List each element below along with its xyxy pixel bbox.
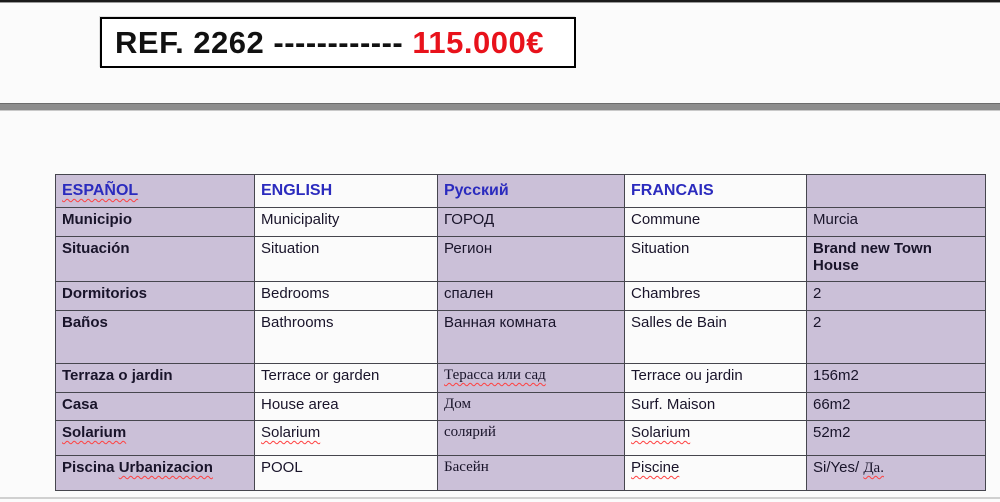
top-border-line <box>0 0 1000 3</box>
cell-es-solarium: Solarium <box>56 421 255 456</box>
row-municipio <box>56 208 986 237</box>
cell-ru-spalen: спален <box>438 282 625 311</box>
row-banos <box>56 311 986 364</box>
cell-ru-region: Регион <box>438 237 625 282</box>
price-value: 115.000€ <box>412 24 544 60</box>
cell-es-situacion: Situación <box>56 237 255 282</box>
header-russian: Русский <box>438 175 625 208</box>
cell-en-bedrooms: Bedrooms <box>255 282 438 311</box>
header-francais: FRANCAIS <box>625 175 807 208</box>
bottom-border-line <box>0 497 1000 499</box>
cell-ru-vannaya: Ванная комната <box>438 311 625 364</box>
cell-ru-gorod: ГОРОД <box>438 208 625 237</box>
cell-value-pool <box>807 456 986 491</box>
cell-fr-commune: Commune <box>625 208 807 237</box>
ref-number: REF. 2262 ------------ <box>115 24 413 60</box>
header-english: ENGLISH <box>255 175 438 208</box>
cell-en-pool: POOL <box>255 456 438 491</box>
row-piscina <box>56 456 986 491</box>
cell-fr-situation: Situation <box>625 237 807 282</box>
header-espanol: ESPAÑOL <box>56 175 255 208</box>
cell-ru-terassa: Терасса или сад <box>438 364 625 393</box>
cell-fr-chambres: Chambres <box>625 282 807 311</box>
header-row <box>56 175 986 208</box>
cell-en-bathrooms: Bathrooms <box>255 311 438 364</box>
cell-es-terraza: Terraza o jardin <box>56 364 255 393</box>
cell-value-bedrooms: 2 <box>807 282 986 311</box>
ref-price-banner <box>100 17 576 68</box>
cell-en-terrace: Terrace or garden <box>255 364 438 393</box>
cell-es-dormitorios: Dormitorios <box>56 282 255 311</box>
property-table <box>55 174 986 491</box>
row-terraza <box>56 364 986 393</box>
pool-value-latin: Si/Yes/ <box>813 459 864 476</box>
piscina-word: Piscina <box>62 459 119 476</box>
pool-value-cyrillic: Да. <box>863 460 884 476</box>
cell-es-casa: Casa <box>56 393 255 421</box>
cell-es-piscina <box>56 456 255 491</box>
row-dormitorios <box>56 282 986 311</box>
cell-es-banos: Baños <box>56 311 255 364</box>
cell-es-municipio: Municipio <box>56 208 255 237</box>
cell-fr-salles-de-bain: Salles de Bain <box>625 311 807 364</box>
cell-value-terrace-area: 156m2 <box>807 364 986 393</box>
cell-fr-piscine: Piscine <box>625 456 807 491</box>
row-situacion <box>56 237 986 282</box>
cell-value-house-area: 66m2 <box>807 393 986 421</box>
cell-en-situation: Situation <box>255 237 438 282</box>
cell-ru-basejn: Басейн <box>438 456 625 491</box>
cell-ru-dom: Дом <box>438 393 625 421</box>
horizontal-divider <box>0 103 1000 111</box>
cell-fr-surf-maison: Surf. Maison <box>625 393 807 421</box>
row-casa <box>56 393 986 421</box>
cell-value-situation <box>807 237 986 282</box>
cell-en-house-area: House area <box>255 393 438 421</box>
row-solarium <box>56 421 986 456</box>
cell-value-municipality: Murcia <box>807 208 986 237</box>
cell-fr-solarium: Solarium <box>625 421 807 456</box>
header-values <box>807 175 986 208</box>
situation-value-text: Brand new Town House <box>813 240 932 274</box>
cell-fr-terrace: Terrace ou jardin <box>625 364 807 393</box>
cell-value-solarium-area: 52m2 <box>807 421 986 456</box>
cell-value-bathrooms: 2 <box>807 311 986 364</box>
cell-en-solarium: Solarium <box>255 421 438 456</box>
urbanizacion-word: Urbanizacion <box>118 459 213 476</box>
cell-en-municipality: Municipality <box>255 208 438 237</box>
cell-ru-solyarij: солярий <box>438 421 625 456</box>
